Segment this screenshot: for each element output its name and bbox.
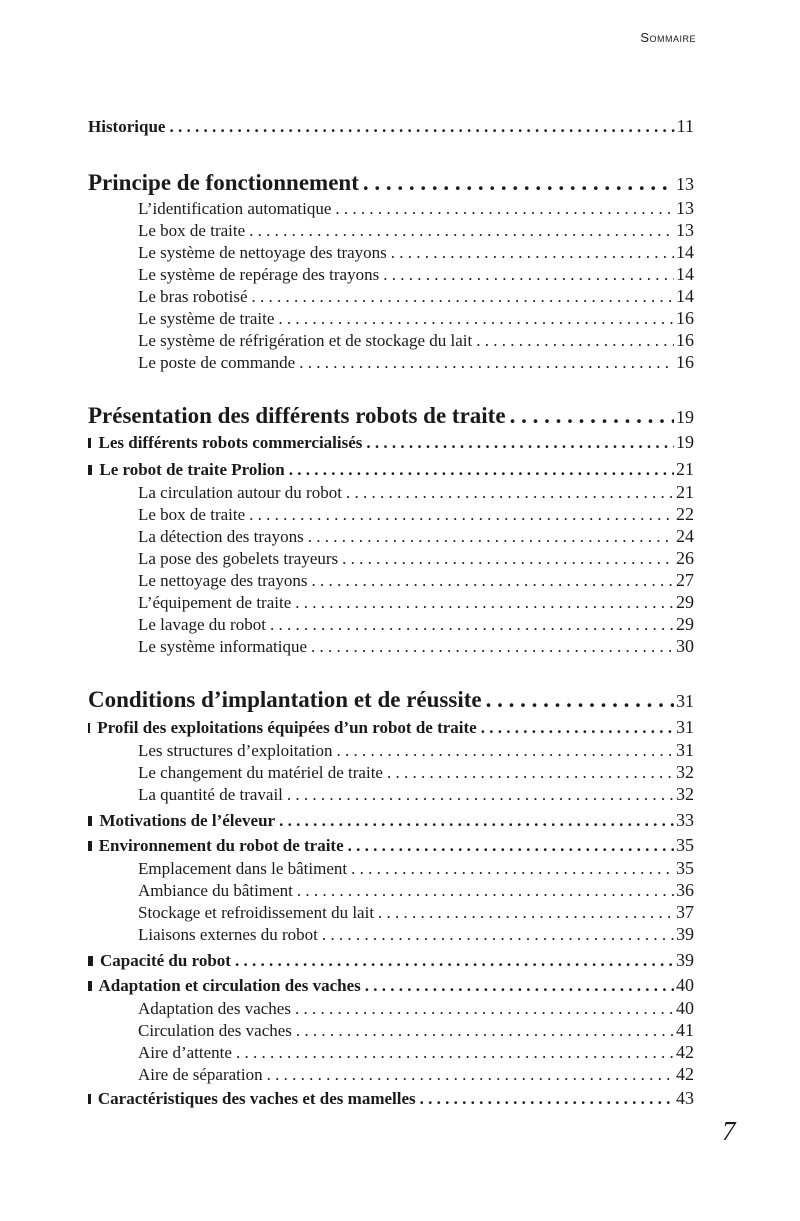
toc-entry-page: 22: [676, 504, 694, 524]
toc-entry-title: L’équipement de traite: [138, 593, 292, 612]
toc-entry-title: Présentation des différents robots de traite: [88, 403, 506, 428]
toc-entry-title: Liaisons externes du robot: [138, 925, 318, 944]
dot-leader: [165, 115, 674, 139]
toc-entry: [88, 715, 694, 739]
toc-entry: [88, 240, 694, 264]
toc-entry: [88, 782, 694, 806]
toc-entry: [88, 350, 694, 374]
toc-entry-title: Aire de séparation: [138, 1065, 263, 1084]
toc-entry-page: 35: [676, 858, 694, 878]
toc-entry-page: 32: [676, 762, 694, 782]
toc-entry: [88, 590, 694, 614]
toc-entry-title: Le nettoyage des trayons: [138, 571, 308, 590]
toc-entry-title: Le box de traite: [138, 221, 246, 240]
dot-leader: [318, 923, 674, 947]
toc-entry: [88, 196, 694, 220]
toc-entry-title: Le système informatique: [138, 637, 308, 656]
toc-entry-page: 39: [676, 950, 694, 970]
toc-entry-title: Aire d’attente: [138, 1043, 232, 1062]
toc-entry-page: 29: [676, 592, 694, 612]
toc-entry: [88, 171, 694, 195]
toc-entry: [88, 430, 694, 454]
toc-entry: [88, 546, 694, 570]
toc-entry: [88, 856, 694, 880]
toc-entry-page: 37: [676, 902, 694, 922]
dot-leader: [506, 404, 674, 428]
toc-entry-page: 42: [676, 1042, 694, 1062]
toc-entry-title: Caractéristiques des vaches et des mamelles: [97, 1089, 416, 1108]
toc-entry-page: 40: [676, 998, 694, 1018]
toc-entry-title: Conditions d’implantation et de réussite: [88, 687, 482, 712]
toc-entry-page: 29: [676, 614, 694, 634]
dot-leader: [361, 974, 674, 998]
toc-entry: [88, 996, 694, 1020]
toc-entry: [88, 973, 694, 997]
toc-entry-title: Environnement du robot de traite: [98, 836, 344, 855]
toc-entry-page: 21: [676, 459, 694, 479]
dot-leader: [231, 949, 674, 973]
toc-entry-title: La pose des gobelets trayeurs: [138, 549, 339, 568]
toc-entry: [88, 738, 694, 762]
toc-entry: [88, 404, 694, 428]
toc-entry-title: Adaptation et circulation des vaches: [98, 976, 361, 995]
toc-entry-title: Les structures d’exploitation: [138, 741, 333, 760]
toc-entry: [88, 900, 694, 924]
toc-entry-title: Le poste de commande: [138, 353, 296, 372]
toc-entry-page: 31: [676, 717, 694, 737]
toc-entry-page: 32: [676, 784, 694, 804]
toc-entry-title: La quantité de travail: [138, 785, 283, 804]
toc-entry-title: Motivations de l’éleveur: [99, 811, 276, 830]
dot-leader: [283, 783, 674, 807]
toc-entry: [88, 306, 694, 330]
toc-entry: [88, 612, 694, 636]
dot-leader: [275, 809, 674, 833]
toc-entry: [88, 833, 694, 857]
toc-entry-page: 13: [676, 174, 694, 194]
toc-entry-page: 39: [676, 924, 694, 944]
dot-leader: [416, 1087, 674, 1111]
toc-entry-title: La circulation autour du robot: [138, 483, 342, 502]
dot-leader: [477, 716, 674, 740]
toc-entry-title: Le lavage du robot: [138, 615, 266, 634]
bullet-square-icon: [88, 465, 92, 475]
toc-entry-page: 14: [676, 242, 694, 262]
toc-entry-page: 27: [676, 570, 694, 590]
toc-entry: [88, 922, 694, 946]
toc-entry-page: 11: [676, 116, 694, 136]
toc-entry-title: Historique: [88, 117, 166, 136]
toc-entry: [88, 760, 694, 784]
toc-entry-page: 14: [676, 286, 694, 306]
toc-entry-page: 13: [676, 198, 694, 218]
toc-entry-page: 35: [676, 835, 694, 855]
toc-entry-page: 19: [676, 432, 694, 452]
toc-entry: [88, 502, 694, 526]
toc-entry-page: 16: [676, 352, 694, 372]
toc-entry: [88, 948, 694, 972]
bullet-square-icon: [88, 438, 91, 448]
bullet-square-icon: [88, 981, 92, 991]
dot-leader: [295, 351, 674, 375]
toc-entry-title: La détection des trayons: [138, 527, 304, 546]
page-header: Sommaire: [640, 30, 696, 45]
toc-entry: [88, 114, 694, 138]
toc-entry-page: 16: [676, 330, 694, 350]
page-number: 7: [722, 1116, 736, 1146]
toc-entry-page: 36: [676, 880, 694, 900]
dot-leader: [359, 171, 674, 195]
toc-entry-page: 21: [676, 482, 694, 502]
toc-entry-page: 31: [676, 740, 694, 760]
dot-leader: [307, 635, 674, 659]
toc-entry-page: 16: [676, 308, 694, 328]
toc-entry-page: 30: [676, 636, 694, 656]
toc-entry-page: 31: [676, 691, 694, 711]
toc-entry-title: Le bras robotisé: [138, 287, 248, 306]
toc-entry-title: Capacité du robot: [99, 951, 231, 970]
toc-entry-page: 42: [676, 1064, 694, 1084]
dot-leader: [344, 834, 674, 858]
toc-entry: [88, 634, 694, 658]
toc-entry-title: Le box de traite: [138, 505, 246, 524]
toc-entry-title: Emplacement dans le bâtiment: [138, 859, 348, 878]
toc-entry: [88, 878, 694, 902]
bullet-square-icon: [88, 816, 92, 826]
toc-entry: [88, 1062, 694, 1086]
toc-entry-page: 41: [676, 1020, 694, 1040]
toc-entry-title: Le système de repérage des trayons: [138, 265, 380, 284]
toc-entry-page: 14: [676, 264, 694, 284]
bullet-square-icon: [88, 956, 93, 966]
toc-entry: [88, 688, 694, 712]
toc-entry-page: 43: [676, 1088, 694, 1108]
toc-entry: [88, 218, 694, 242]
toc-entry: [88, 262, 694, 286]
toc-entry-title: Le système de traite: [138, 309, 275, 328]
toc-entry-title: Le système de réfrigération et de stockage du lait: [138, 331, 473, 350]
toc-entry-page: 19: [676, 407, 694, 427]
toc-entry-title: Les différents robots commercialisés: [98, 433, 363, 452]
toc-entry: [88, 284, 694, 308]
toc-entry-title: Ambiance du bâtiment: [138, 881, 293, 900]
toc-entry-title: Stockage et refroidissement du lait: [138, 903, 375, 922]
toc-entry-page: 40: [676, 975, 694, 995]
bullet-square-icon: [88, 1094, 91, 1104]
toc-entry: [88, 457, 694, 481]
toc-entry-page: 26: [676, 548, 694, 568]
toc-entry: [88, 1086, 694, 1110]
toc-entry: [88, 568, 694, 592]
toc-entry: [88, 1040, 694, 1064]
toc-entry-title: L’identification automatique: [138, 199, 332, 218]
toc-entry-title: Le système de nettoyage des trayons: [138, 243, 387, 262]
bullet-square-icon: [88, 841, 92, 851]
toc-entry: [88, 1018, 694, 1042]
dot-leader: [263, 1063, 674, 1087]
dot-leader: [482, 688, 674, 712]
toc-entry: [88, 808, 694, 832]
toc-entry-title: Circulation des vaches: [138, 1021, 292, 1040]
toc-entry-title: Profil des exploitations équipées d’un robot de traite: [97, 718, 477, 737]
dot-leader: [362, 431, 674, 455]
toc-entry-page: 33: [676, 810, 694, 830]
toc-entry-page: 13: [676, 220, 694, 240]
toc-entry: [88, 524, 694, 548]
toc-entry-page: 24: [676, 526, 694, 546]
dot-leader: [285, 458, 674, 482]
toc-entry: [88, 328, 694, 352]
toc-entry-title: Le robot de traite Prolion: [99, 460, 285, 479]
toc-entry-title: Principe de fonctionnement: [88, 170, 359, 195]
toc-entry-title: Le changement du matériel de traite: [138, 763, 383, 782]
toc-entry-title: Adaptation des vaches: [138, 999, 291, 1018]
toc-entry: [88, 480, 694, 504]
bullet-square-icon: [88, 723, 90, 733]
